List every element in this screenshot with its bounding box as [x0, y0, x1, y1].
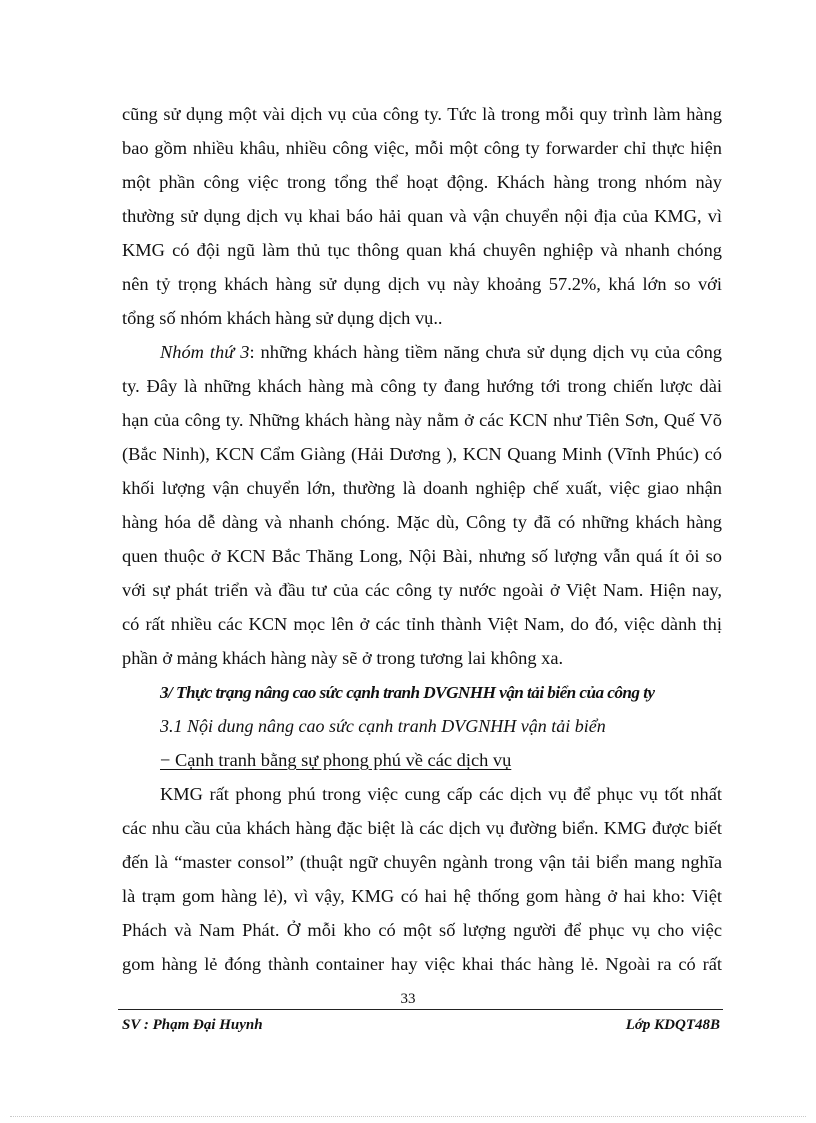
paragraph-2-line: với sự phát triển và đầu tư của các công ty nước ngoài ở Việt Nam. Hiện nay,	[122, 580, 722, 600]
paragraph-1-line: bao gồm nhiều khâu, nhiều công việc, mỗi một công ty forwarder chỉ thực hiện	[122, 138, 722, 158]
page-content	[122, 97, 722, 981]
paragraph-1-line: nên tỷ trọng khách hàng sử dụng dịch vụ này khoảng 57.2%, khá lớn so với	[122, 274, 722, 294]
footer-class: Lớp KDQT48B	[625, 1017, 720, 1033]
topic-heading	[122, 743, 722, 777]
paragraph-2-line: có rất nhiều các KCN mọc lên ở các tỉnh thành Việt Nam, do đó, việc dành thị	[122, 614, 722, 634]
paragraph-2-first-rest: : những khách hàng tiềm năng chưa sử dụng dịch vụ của công	[249, 342, 722, 362]
paragraph-1-line: tổng số nhóm khách hàng sử dụng dịch vụ..	[122, 308, 443, 328]
page-number: 33	[400, 991, 416, 1007]
paragraph-1-line: KMG có đội ngũ làm thủ tục thông quan khá chuyên nghiệp và nhanh chóng	[122, 240, 722, 260]
paragraph-3-line: đến là “master consol” (thuật ngữ chuyên ngành trong vận tải biển mang nghĩa	[122, 852, 722, 872]
paragraph-2-line: quen thuộc ở KCN Bắc Thăng Long, Nội Bài, nhưng số lượng vẫn quá ít ỏi so	[122, 546, 722, 566]
paragraph-2-line: khối lượng vận chuyển lớn, thường là doanh nghiệp chế xuất, việc giao nhận	[122, 478, 722, 498]
paragraph-3-line: là trạm gom hàng lẻ), vì vậy, KMG có hai hệ thống gom hàng ở hai kho: Việt	[122, 886, 722, 906]
paragraph-3-line: các nhu cầu của khách hàng đặc biệt là các dịch vụ đường biển. KMG được biết	[122, 818, 722, 838]
paragraph-1-line: một phần công việc trong tổng thể hoạt động. Khách hàng trong nhóm này	[122, 172, 722, 192]
paragraph-2-line: (Bắc Ninh), KCN Cẩm Giàng (Hải Dương ), KCN Quang Minh (Vĩnh Phúc) có	[122, 444, 722, 464]
paragraph-3-first-line: KMG rất phong phú trong việc cung cấp các dịch vụ để phục vụ tốt nhất	[160, 784, 722, 804]
paragraph-2-line: ty. Đây là những khách hàng mà công ty đang hướng tới trong chiến lược dài	[122, 376, 722, 396]
paragraph-2-first-line	[122, 335, 722, 369]
paragraph-2-line: hàng hóa dễ dàng và nhanh chóng. Mặc dù, Công ty đã có những khách hàng	[122, 512, 722, 532]
topic-heading-text: − Cạnh tranh bằng sự phong phú về các dịch vụ	[160, 750, 512, 770]
paragraph-3-line: gom hàng lẻ đóng thành container hay việc khai thác hàng lẻ. Ngoài ra có rất	[122, 954, 722, 974]
paragraph-2-line: hạn của công ty. Những khách hàng này nằm ở các KCN như Tiên Sơn, Quế Võ	[122, 410, 722, 430]
footer-student-name: SV : Phạm Đại Huynh	[122, 1017, 263, 1033]
paragraph-1-line: cũng sử dụng một vài dịch vụ của công ty. Tức là trong mỗi quy trình làm hàng	[122, 104, 722, 124]
paragraph-1-line: thường sử dụng dịch vụ khai báo hải quan và vận chuyển nội địa của KMG, vì	[122, 206, 722, 226]
subsection-heading-text: 3.1 Nội dung nâng cao sức cạnh tranh DVGNHH vận tải biển	[160, 716, 606, 736]
section-heading-text: 3/ Thực trạng nâng cao sức cạnh tranh DVGNHH vận tải biển của công ty	[160, 683, 655, 702]
group-label: Nhóm thứ 3	[160, 342, 250, 362]
paragraph-2-line: phần ở mảng khách hàng này sẽ ở trong tương lai không xa.	[122, 648, 564, 668]
paragraph-3-line: Phách và Nam Phát. Ở mỗi kho có một số lượng người để phục vụ cho việc	[122, 920, 722, 940]
section-heading	[122, 675, 722, 709]
subsection-heading	[122, 709, 722, 743]
footer-divider	[118, 1009, 723, 1010]
page-bottom-border	[10, 1116, 806, 1117]
